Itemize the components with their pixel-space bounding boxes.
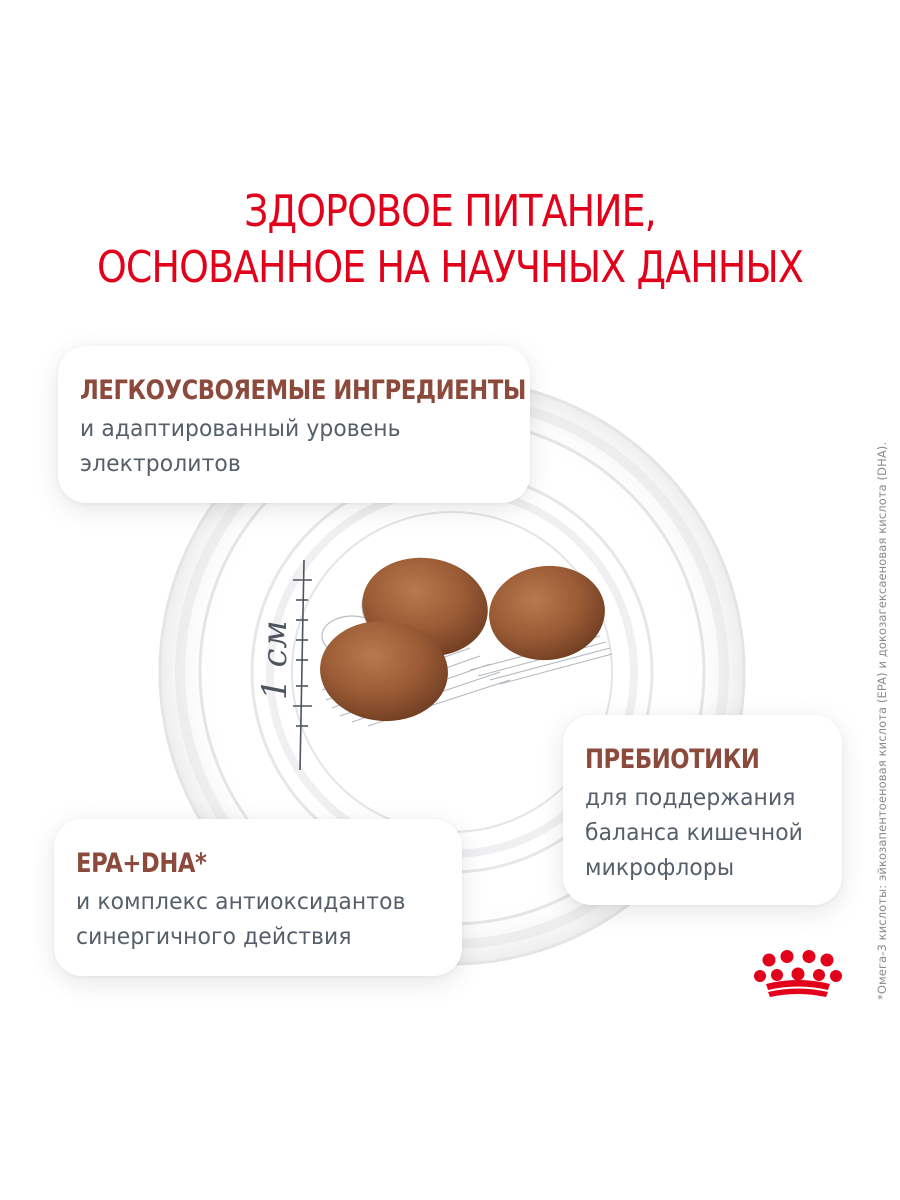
card-body-line: и комплекс антиоксидантов	[76, 889, 406, 915]
benefit-card-epa-dha	[54, 819, 462, 976]
footnote: *Омега-3 кислоты: эйкозапентоеновая кислота (EPA) и докозагексаеновая кислота (DHA).	[875, 441, 889, 1000]
card-title: ПРЕБИОТИКИ	[585, 744, 760, 775]
card-body	[585, 781, 806, 886]
headline	[63, 184, 837, 296]
headline-line-1: ЗДОРОВОЕ ПИТАНИЕ,	[244, 186, 656, 237]
headline-line-2: ОСНОВАННОЕ НА НАУЧНЫХ ДАННЫХ	[96, 242, 804, 293]
card-title: EPA+DHA*	[76, 848, 207, 879]
card-title: ЛЕГКОУСВОЯЕМЫЕ ИНГРЕДИЕНТЫ	[80, 375, 526, 406]
card-body-line: микрофлоры	[585, 855, 735, 881]
card-body	[80, 412, 485, 482]
card-body-line: и адаптированный уровень	[80, 416, 401, 442]
card-body-line: для поддержания	[585, 785, 796, 811]
scale-label: 1 см	[255, 620, 295, 700]
card-body-line: электролитов	[80, 451, 241, 477]
card-body-line: баланса кишечной	[585, 820, 803, 846]
benefit-card-prebiotics	[563, 715, 842, 905]
royal-canin-crown-logo-icon	[752, 950, 844, 1000]
benefit-card-digestible	[58, 346, 530, 503]
card-body-line: синергичного действия	[76, 924, 352, 950]
card-body	[76, 885, 420, 955]
